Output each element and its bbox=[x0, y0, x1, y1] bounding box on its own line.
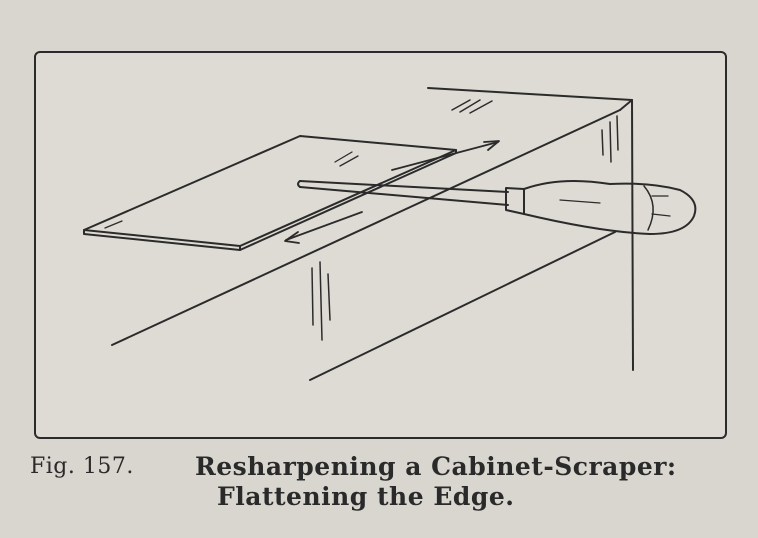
cabinet-scraper bbox=[84, 136, 456, 250]
figure-number: Fig. 157. bbox=[30, 454, 134, 479]
figure-title-line2: Flattening the Edge. bbox=[217, 482, 515, 511]
wooden-block bbox=[112, 88, 633, 380]
motion-arrows bbox=[285, 141, 499, 243]
figure-title-line1: Resharpening a Cabinet-Scraper: bbox=[195, 452, 677, 481]
burnisher-tool bbox=[298, 181, 695, 234]
figure-caption bbox=[30, 452, 740, 512]
